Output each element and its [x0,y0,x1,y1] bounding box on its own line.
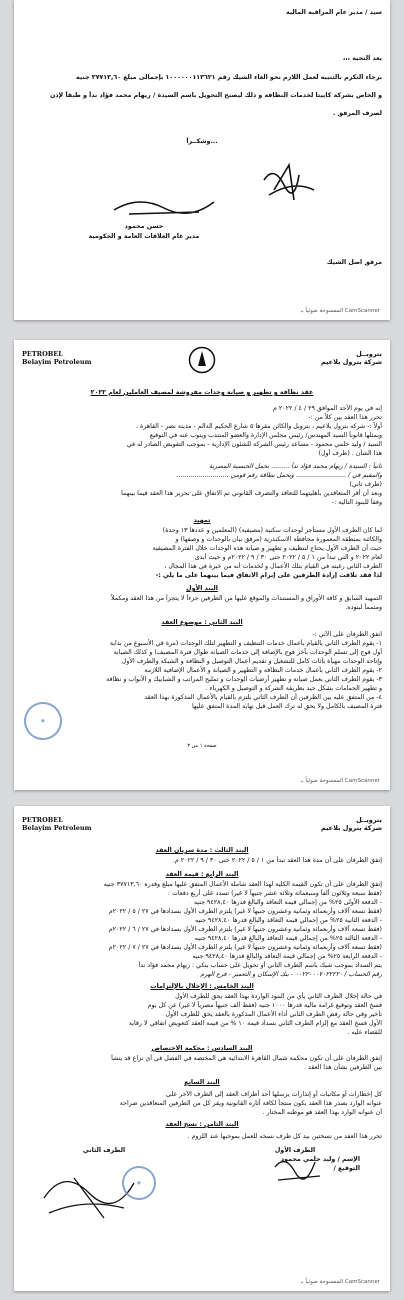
text-line: التمهيد السابق و كافة الأوراق و المستندات والموقع عليها من الطرفين جزءاً لا يتجزأ من هذا العقد ومكملاً [110,595,382,602]
text-line: أولاً :- شركة بترول بلاعيم ، بتروبل والكائن مقرها ٥ شارع الحكيم الدالم - مدينة نصر - القاهرة ، [135,423,382,430]
parties-section [22,404,382,507]
text-line: هذا الشأن . (طرف أول) [318,450,382,457]
text-line: و تطهير الحمامات بشكل جيد بطريقة الشركة و التوصيل و الكهرباء . [205,685,382,692]
text-line: بين الطرفين بشأن هذا العقد . [304,1064,382,1071]
clause7-section [22,1090,382,1117]
clause1-section [22,594,382,612]
text-line: لما كان الطرف الأول مستأجر لوحدات سكنية (مصيفية) (المعلمين و عددها ١٣ وحدة) [162,527,382,534]
clause5-section [22,992,382,1037]
signer-name: حسن محمود [124,223,164,230]
signature-graphic [254,160,324,210]
clause2-title: البند الثاني : موضوع العقد [161,619,243,626]
text-line: أول فوج إلى تسلم الوحدات بآخر فوج بالإضافة إلى خدمات الصيانة طوال فترة المصيف) و كذلك الصيانة [113,649,382,656]
logo-en-line: Belayim Petroleum [22,824,92,832]
signer-signature [109,190,219,220]
text-line: السيد / وليد حلمي محمود - مساعد رئيس الشركة للشئون الإدارية - بموجب التفويض الصادر له في [126,441,382,448]
text-line: يتم السداد بموجب شيك باسم الطرف الثاني أو تحويل على حساب بنكي : ريهام محمد فؤاد نداً [138,962,382,969]
document-page-1 [14,0,390,320]
company-stamp: ◉ [117,1161,161,1205]
first-party-sign-label: التوقيع / [333,1165,360,1172]
text-line: في حالة إخلال الطرف الثاني بأي من البنود الواردة بهذا العقد يحق للطرف الأول [175,993,382,1000]
document-page-3 [14,806,390,1291]
clause4-section [22,880,382,979]
attachment-note: مرفق اصل الشيك [326,259,382,266]
text-line: ثانياً : السيدة / ريهام محمد فؤاد نداً ......... بحمل الجنسية المصرية [209,463,382,470]
greeting: بعد التحية ،،، [342,55,382,62]
camscanner-label: الممسوحة ضوئياً بـ CamScanner [300,308,380,314]
clause3-text: إتفق الطرفان على أن مدة هذا العقد تبدأ من ١ / ٥ / ٢٠٢٢ حتى ٣٠ / ٩ / ٢٠٢٢ م. [172,857,382,864]
text-line: إنه في يوم الأحد الموافق ٢٩ / ٤ / ٢٠٢٢ م [272,405,382,412]
text-line: لعام ٢٠٢٢ و التي تبدأ من ١ / ٥ / ٢٠٢٢ حتى ٣٠ / ٩ / ٢٠٢٢م و حيث أبدى [194,554,382,561]
page-number: صفحة ١ من ٣ [187,743,217,749]
camscanner-label: الممسوحة ضوئياً بـ CamScanner [300,1279,380,1285]
preamble-title: تمهيد [193,517,211,524]
text-line: (فقط تسعة آلاف وأربعمائة وثمانية وعشرون جنيهاً لا غير) يلتزم الطرف الأول بسدادها في ٢٧ / ٦ / ٢٠٢٢م [108,926,382,933]
text-line: تأخير وفي حالة رفض الطرف الثاني أداء الأعمال المذكورة بالعقد يحق للطرف الأول [165,1011,382,1018]
text-line: (فقط تسعة آلاف وأربعمائة وثمانية وعشرون جنيهاً لا غير) يلتزم الطرف الأول بسدادها في ٢٧ / ٥ / ٢٠٢٢م [108,908,382,915]
text-line: لذا فقد تلاقت إرادة الطرفين على إبرام الاتفاق فيما بينهما على ما يلي :- [155,572,382,579]
text-line: - الدفعة الرابعة ٢٥% من إجمالي قيمة التعاقد والبالغ قدرها ٩٤٢٨,٤٠ جنيه [192,953,382,960]
text-line: ومتمماً لبنوده. [345,604,382,611]
clause8-title: البند الثامن : نسخ العقد [165,1121,239,1128]
logo-ar: بتروبــل شركة بترول بلاعيم [320,816,382,832]
text-line: ويمثلها قانوناً السيد المهندس/ رئيس مجلس الإدارة والعضو المنتدب وينوب عنه في التوقيع [149,432,382,439]
text-line: الأول فسخ العقد مع إلزام الطرف الثاني بسداد قيمة ١٠ % من قيمة العقد كتعويض اتفاقي لا رقابة [128,1020,382,1027]
text-line: أن عنوانه الوارد بهذا العقد هو موطنه المختار . [262,1109,382,1116]
first-party-label: الطرف الأول [274,1147,316,1154]
logo-en-line: Belayim Petroleum [22,358,92,366]
text-line: عنوانه الوارد بصدر هذا العقد يكون منتجاً لكافة آثاره القانونية ويقر كل من الطرفين المتعاقدين صراحة [119,1100,382,1107]
body-line: و الخاص بشركة كابيتا لخدمات النظافة و ذلك ليصبح التحويل باسم السيدة / ريهام محمد فؤاد نداً و طبقاً لإذن [49,92,382,99]
text-line: ٢- يقوم الطرف الثاني بأعمال خدمات النظافة و التطهير و الصيانة و الأعمال الإضافية اللازمة [144,667,382,674]
text-line: (فقط سبعة وثلاثون ألفاً وسبعمائة وثلاثة عشر جنيهاً لا غير) تسدد على أربع دفعات : [167,890,382,897]
clause8-text: تحرر هذا العقد من نسختين بيد كل طرف نسخه للعمل بموجبها عند اللزوم . [187,1133,382,1140]
text-line: - الدفعة الثالثة ٢٥% من إجمالي قيمة التعاقد والبالغ قدرها ٩٤٢٨,٤٠ جنيه [194,935,382,942]
text-line: ١- يقوم الطرف الثاني بالقيام بأعمال خدمات التنظيف و التطهير لتلك الوحدات (مرة في الأسبوع من بداية [109,640,382,647]
clause5-title: البند الخامس : الإخلال بالإلتزامات [150,983,254,990]
clause7-title: البند السابع [184,1079,220,1086]
clause1-title: البند الأول [186,585,218,592]
contract-title: عقد نظافة و تطهير و صيانة وحدات مفروشة لمصيف العاملين لعام ٢٠٢٢ [90,389,314,396]
clause2-section [22,630,382,711]
text-line: فترة المصيف بالكامل ولا يحق له ترك العمل قبل نهاية المدة المتفق عليها [191,703,382,710]
signer-title: مدير عام العلاقات العامة و الحكومية [88,233,200,240]
text-line: حيث أن الطرف الأول يحتاج لتنظيف و تطهير و صيانة هذه الوحدات خلال الفترة المصيفية [152,545,382,552]
text-line: اتفق الطرفان على الآتي :- [312,631,382,638]
text-line: - الدفعة الأولى ٢٥% من إجمالي قيمة التعاقد والبالغ قدرها ٩٤٢٨,٤٠ جنيه [193,899,382,906]
text-line: إتفق الطرفان على أن تكون محكمة شمال القاهرة الابتدائية هي المختصة في الفصل في أي نزاع قد ينشأ [111,1055,382,1062]
petrobel-emblem-icon [188,346,216,374]
text-line: والكائنة بمنطقة المعمورة محافظة الاسكندرية (مرفق بيان بالوحدات و وصفها) و [175,536,382,543]
text-line: وفقاً للبنود التالية :- [331,499,382,506]
text-line: (فقط تسعة آلاف وأربعمائة وثمانية وعشرون جنيهاً لا غير) يلتزم الطرف الأول بسدادها في ٢٧ / ٧ / ٢٠٢٢م [108,944,382,951]
body-line: لصرف المرفق . [332,110,382,117]
logo-en-line: PETROBEL [22,350,63,358]
second-party-label: الطرف الثاني [82,1147,126,1154]
petrobel-logo-text [22,350,92,366]
text-line: والمقيم في / ......................... ويحمل بطاقة رقم قومي .......................... [176,472,382,479]
company-stamp: ◉ [19,697,68,746]
clause6-title: البند السادس : محكمة الاختصاص [151,1045,253,1052]
closing: وشكــراً... [186,138,218,145]
text-line: وبعد أن أقر المتعاقدين بأهليتهما للتعاقد والتصرف القانوني تم الاتفاق على تحرير هذا العقد فيما بينهما [121,490,382,497]
second-party-block [34,1146,174,1155]
document-page-2 [14,340,390,790]
text-line: تحرر هذا العقد بين كلاً من :- [308,414,382,421]
clause6-section [22,1054,382,1072]
clause4-title: البند الرابع : قيمة العقد [165,871,239,878]
addressee: سيد / مدير عام المراقبة المالية [286,9,382,16]
text-line: إتفق الطرفان على أن تكون القيمة الكلية لهذا العقد شاملة الأعمال المتفق عليها مبلغ وقدره ٣٧٧١٣,٦٠ جنيه [103,881,382,888]
logo-en-line: PETROBEL [22,816,63,824]
first-party-name: الإسم / وليد حلمي محمود [280,1156,360,1163]
text-line: للقضاء عليه . [347,1029,382,1036]
text-line: ٣- يقوم الطرف الثاني بعمل صيانة و تطهير أرضيات الوحدات و تمليح المراتب و الشبابيك و الأبواب و نظافة [106,676,382,683]
preamble-section [22,526,382,580]
text-line: الطرف الثاني رغبته في القيام بتلك الأعمال و لخدمات أنه من خبرة في هذا المجال ، [164,563,382,570]
clause3-title: البند الثالث : مدة سريان العقد [155,847,249,854]
logo-ar: بتروبــل شركة بترول بلاعيم [320,350,382,366]
text-line: وإتاحة الوحدات مهيأة بأثاث كامل للتشغيل و تقديم أعمال التوصيل و النظافة و الشبكة والطرف الأول [121,658,382,665]
camscanner-label: الممسوحة ضوئياً بـ CamScanner [300,778,380,784]
petrobel-logo-text [22,816,92,832]
text-line: رقم الحساب / ٠٠٢٢٠٠٠٧٠٢٢٢٢٠ - بنك الإسكان و التعمير - فرع الهرم [200,971,382,978]
text-line: فسخ العقد وتوقيع غرامة مالية قدرها ١٠٠٠ جنيه (فقط ألف جنيهاً مصرياً لا غير) عن كل يوم [147,1002,382,1009]
text-line: ٤- من المتفق عليه بين الطرفين أن الطرف الثاني يلتزم بالقيام بالأعمال المذكورة بهذا العقد [144,694,382,701]
body-line: برجاء التكرم بالتنبيه لعمل اللازم نحو الغاء الشيك رقم ١٠٠٠٠٠٠١١٣٦٢١ بإجمالى مبلغ ٣٧٧١٣,٦٠ جنيه [76,74,382,81]
text-line: (طرف ثاني) [349,481,382,488]
text-line: كل إخطارات أو مكاتبات أو إنذارات يرسلها أحد أطراف العقد إلى الطرف الآخر على [166,1091,382,1098]
first-party-signature [270,1152,330,1186]
text-line: - الدفعة الثانية ٢٥% من إجمالي قيمة التعاقد والبالغ قدرها ٩٤٢٨,٤٠ جنيه [194,917,382,924]
